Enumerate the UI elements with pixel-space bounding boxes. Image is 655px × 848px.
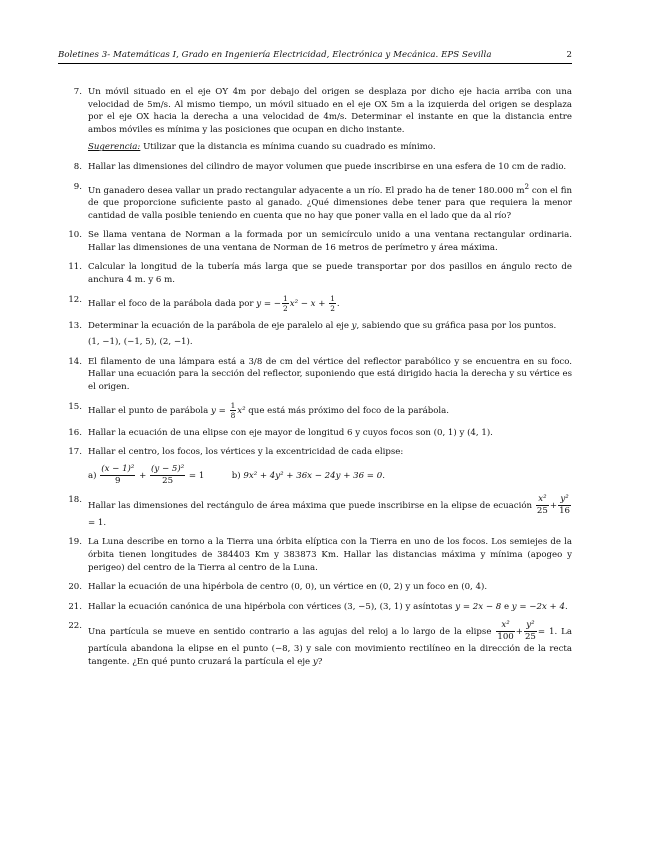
plus-sign: + (549, 500, 558, 511)
problem-text-a: Hallar el foco de la parábola dada por (88, 298, 257, 309)
equals: = 1. (537, 627, 558, 638)
part-a-label: a) (88, 470, 97, 481)
problem-number: 18. (68, 494, 82, 505)
fraction: $\frac{\text{(x − 1)²}}{9}$ (101, 463, 135, 486)
problem-11 (58, 261, 572, 286)
header-title: Boletines 3- Matemáticas I, Grado en Ingeniería Electricidad, Electrónica y Mecánica. EPS Sevilla (58, 50, 492, 60)
problem-text-a: Hallar las dimensiones del rectángulo de área máxima que puede inscribirse en la elipse de ecuación (88, 500, 535, 511)
math-b: x² − x + (289, 298, 329, 309)
problem-number: 17. (68, 447, 82, 458)
fraction: $\frac{\text{y²}}{16}$ (559, 493, 570, 516)
problem-number: 20. (68, 582, 82, 593)
math-a: y = (211, 405, 229, 416)
plus-sign: + (139, 470, 147, 481)
problem-text-b: que está más próximo del foco de la parábola. (245, 405, 449, 416)
problem-text-c: . (564, 601, 568, 612)
problem-text-b: con el fin de que proporcione suficiente pasto al ganado. ¿Qué dimensiones debe tener para que requiera la menor cantidad de valla posible teniendo en cuenta que no hay que poner valla en el lado que da al río? (88, 185, 572, 221)
hint-text: Utilizar que la distancia es mínima cuando su cuadrado es mínimo. (143, 142, 436, 153)
math-b: x² (237, 405, 246, 416)
problem-9 (58, 181, 572, 223)
problem-text: Hallar las dimensiones del cilindro de mayor volumen que puede inscribirse en una esfera de 10 cm de radio. (88, 161, 567, 172)
math-a: y = − (256, 298, 282, 309)
problem-7 (58, 86, 572, 154)
fraction: $\frac{\text{y²}}{25}$ (524, 620, 536, 643)
problem-number: 12. (68, 294, 82, 305)
problem-text-a: Una partícula se mueve en sentido contrario a las agujas del reloj a lo largo de la elipse (88, 627, 496, 638)
problem-19 (58, 536, 572, 574)
problem-22 (58, 620, 572, 668)
problem-text: Hallar la ecuación de una elipse con eje mayor de longitud 6 y cuyos focos son (0, 1) y (4, 1). (88, 427, 493, 438)
problem-number: 14. (68, 356, 82, 367)
problem-text: La Luna describe en torno a la Tierra una órbita elíptica con la Tierra en uno de los focos. Los semiejes de la órbita tienen longitudes de 384403 Km y 383873 Km. Hallar las distancias máxima y mínima (apogeo y perigeo) del centro de la Tierra al centro de la Luna. (88, 537, 572, 573)
math-a: y = 2x − 8 (455, 601, 502, 612)
problem-text-b: , sabiendo que su gráfica pasa por los puntos. (356, 320, 557, 331)
math-b: y = −2x + 4 (511, 601, 565, 612)
equals: = 1. (88, 517, 107, 528)
hint (88, 141, 572, 154)
problem-text-b: . (336, 298, 340, 309)
problem-21 (58, 601, 572, 614)
fraction: $\frac{1}{2}$ (283, 293, 288, 313)
fraction: $\frac{\text{x²}}{25}$ (536, 493, 548, 516)
problem-text-c: ? (317, 656, 323, 667)
fraction: $\frac{\text{x²}}{100}$ (497, 620, 514, 643)
ellipse-formulas (88, 464, 572, 487)
superscript: 2 (524, 181, 530, 191)
problem-number: 8. (73, 161, 82, 172)
part-b-label: b) (231, 470, 241, 481)
fraction: $\frac{1}{2}$ (330, 293, 335, 313)
equals: = 1 (188, 470, 205, 481)
problem-number: 10. (68, 230, 82, 241)
problem-15 (58, 401, 572, 420)
problem-text: Se llama ventana de Norman a la formada por un semicírculo unido a una ventana rectangular ordinaria. Hallar las dimensiones de una ventana de Norman de 16 metros de perímetro y área máxima. (88, 230, 572, 253)
problem-number: 16. (68, 427, 82, 438)
problem-number: 19. (68, 537, 82, 548)
part-b-equation: 9x² + 4y² + 36x − 24y + 36 = 0. (243, 470, 385, 481)
problem-number: 11. (68, 262, 82, 273)
problem-13 (58, 320, 572, 349)
problem-list (58, 86, 572, 675)
problem-text: Hallar el centro, los focos, los vértices y la excentricidad de cada elipse: (88, 447, 404, 458)
problem-number: 9. (73, 181, 82, 192)
problem-text-a: Hallar el punto de parábola (88, 405, 212, 416)
problem-text: Un móvil situado en el eje OY 4m por debajo del origen se desplaza por dicho eje hacia arriba con una velocidad de 5m/s. Al mismo tiempo, un móvil situado en el eje OX 5m a la izquierda del origen se desplaza por el eje OX hacia la derecha a una velocidad de 4m/s. Determinar el instante en que la distancia entre ambos móviles es mínima y las posiciones que ocupan en dicho instante. (88, 87, 572, 135)
points: (1, −1), (−1, 5), (2, −1). (88, 337, 193, 348)
math: y (351, 320, 357, 331)
problem-10 (58, 229, 572, 254)
problem-number: 7. (73, 87, 82, 97)
problem-17 (58, 446, 572, 487)
problem-14 (58, 356, 572, 394)
problem-text: Hallar la ecuación de una hipérbola de centro (0, 0), un vértice en (0, 2) y un foco en (0, 4). (88, 582, 488, 593)
problem-text: El filamento de una lámpara está a 3/8 de cm del vértice del reflector parabólico y se encuentra en su foco. Hallar una ecuación para la sección del reflector, suponiendo que está dirigido hacia la derecha y su vértice es el origen. (88, 356, 572, 392)
problem-text-a: Un ganadero desea vallar un prado rectangular adyacente a un río. El prado ha de tener 180.000 m (88, 185, 525, 196)
page-header (58, 50, 572, 64)
problem-text-b: e (501, 601, 512, 612)
problem-number: 22. (68, 621, 82, 632)
plus-sign: + (515, 627, 523, 638)
problem-text-a: Determinar la ecuación de la parábola de eje paralelo al eje (88, 320, 352, 331)
problem-text-b: La partícula abandona la elipse en el punto (−8, 3) y sale con movimiento rectilíneo en la dirección de la recta tangente. ¿En qué punto cruzará la partícula el eje (88, 627, 572, 667)
page-number: 2 (566, 50, 572, 60)
hint-label: Sugerencia: (88, 142, 141, 153)
fraction: $\frac{1}{8}$ (230, 400, 236, 420)
problem-text: Calcular la longitud de la tubería más larga que se puede transportar por dos pasillos en ángulo recto de anchura 4 m. y 6 m. (88, 262, 572, 285)
problem-text-a: Hallar la ecuación canónica de una hipérbola con vértices (3, −5), (3, 1) y asíntotas (88, 601, 456, 612)
problem-12 (58, 294, 572, 313)
problem-number: 15. (68, 401, 82, 412)
problem-20 (58, 581, 572, 594)
problem-number: 13. (68, 320, 82, 331)
problem-18 (58, 494, 572, 530)
problem-16 (58, 427, 572, 440)
problem-8 (58, 161, 572, 174)
problem-number: 21. (68, 601, 82, 612)
fraction: $\frac{\text{(y − 5)²}}{25}$ (151, 463, 185, 486)
math: y (312, 656, 318, 667)
